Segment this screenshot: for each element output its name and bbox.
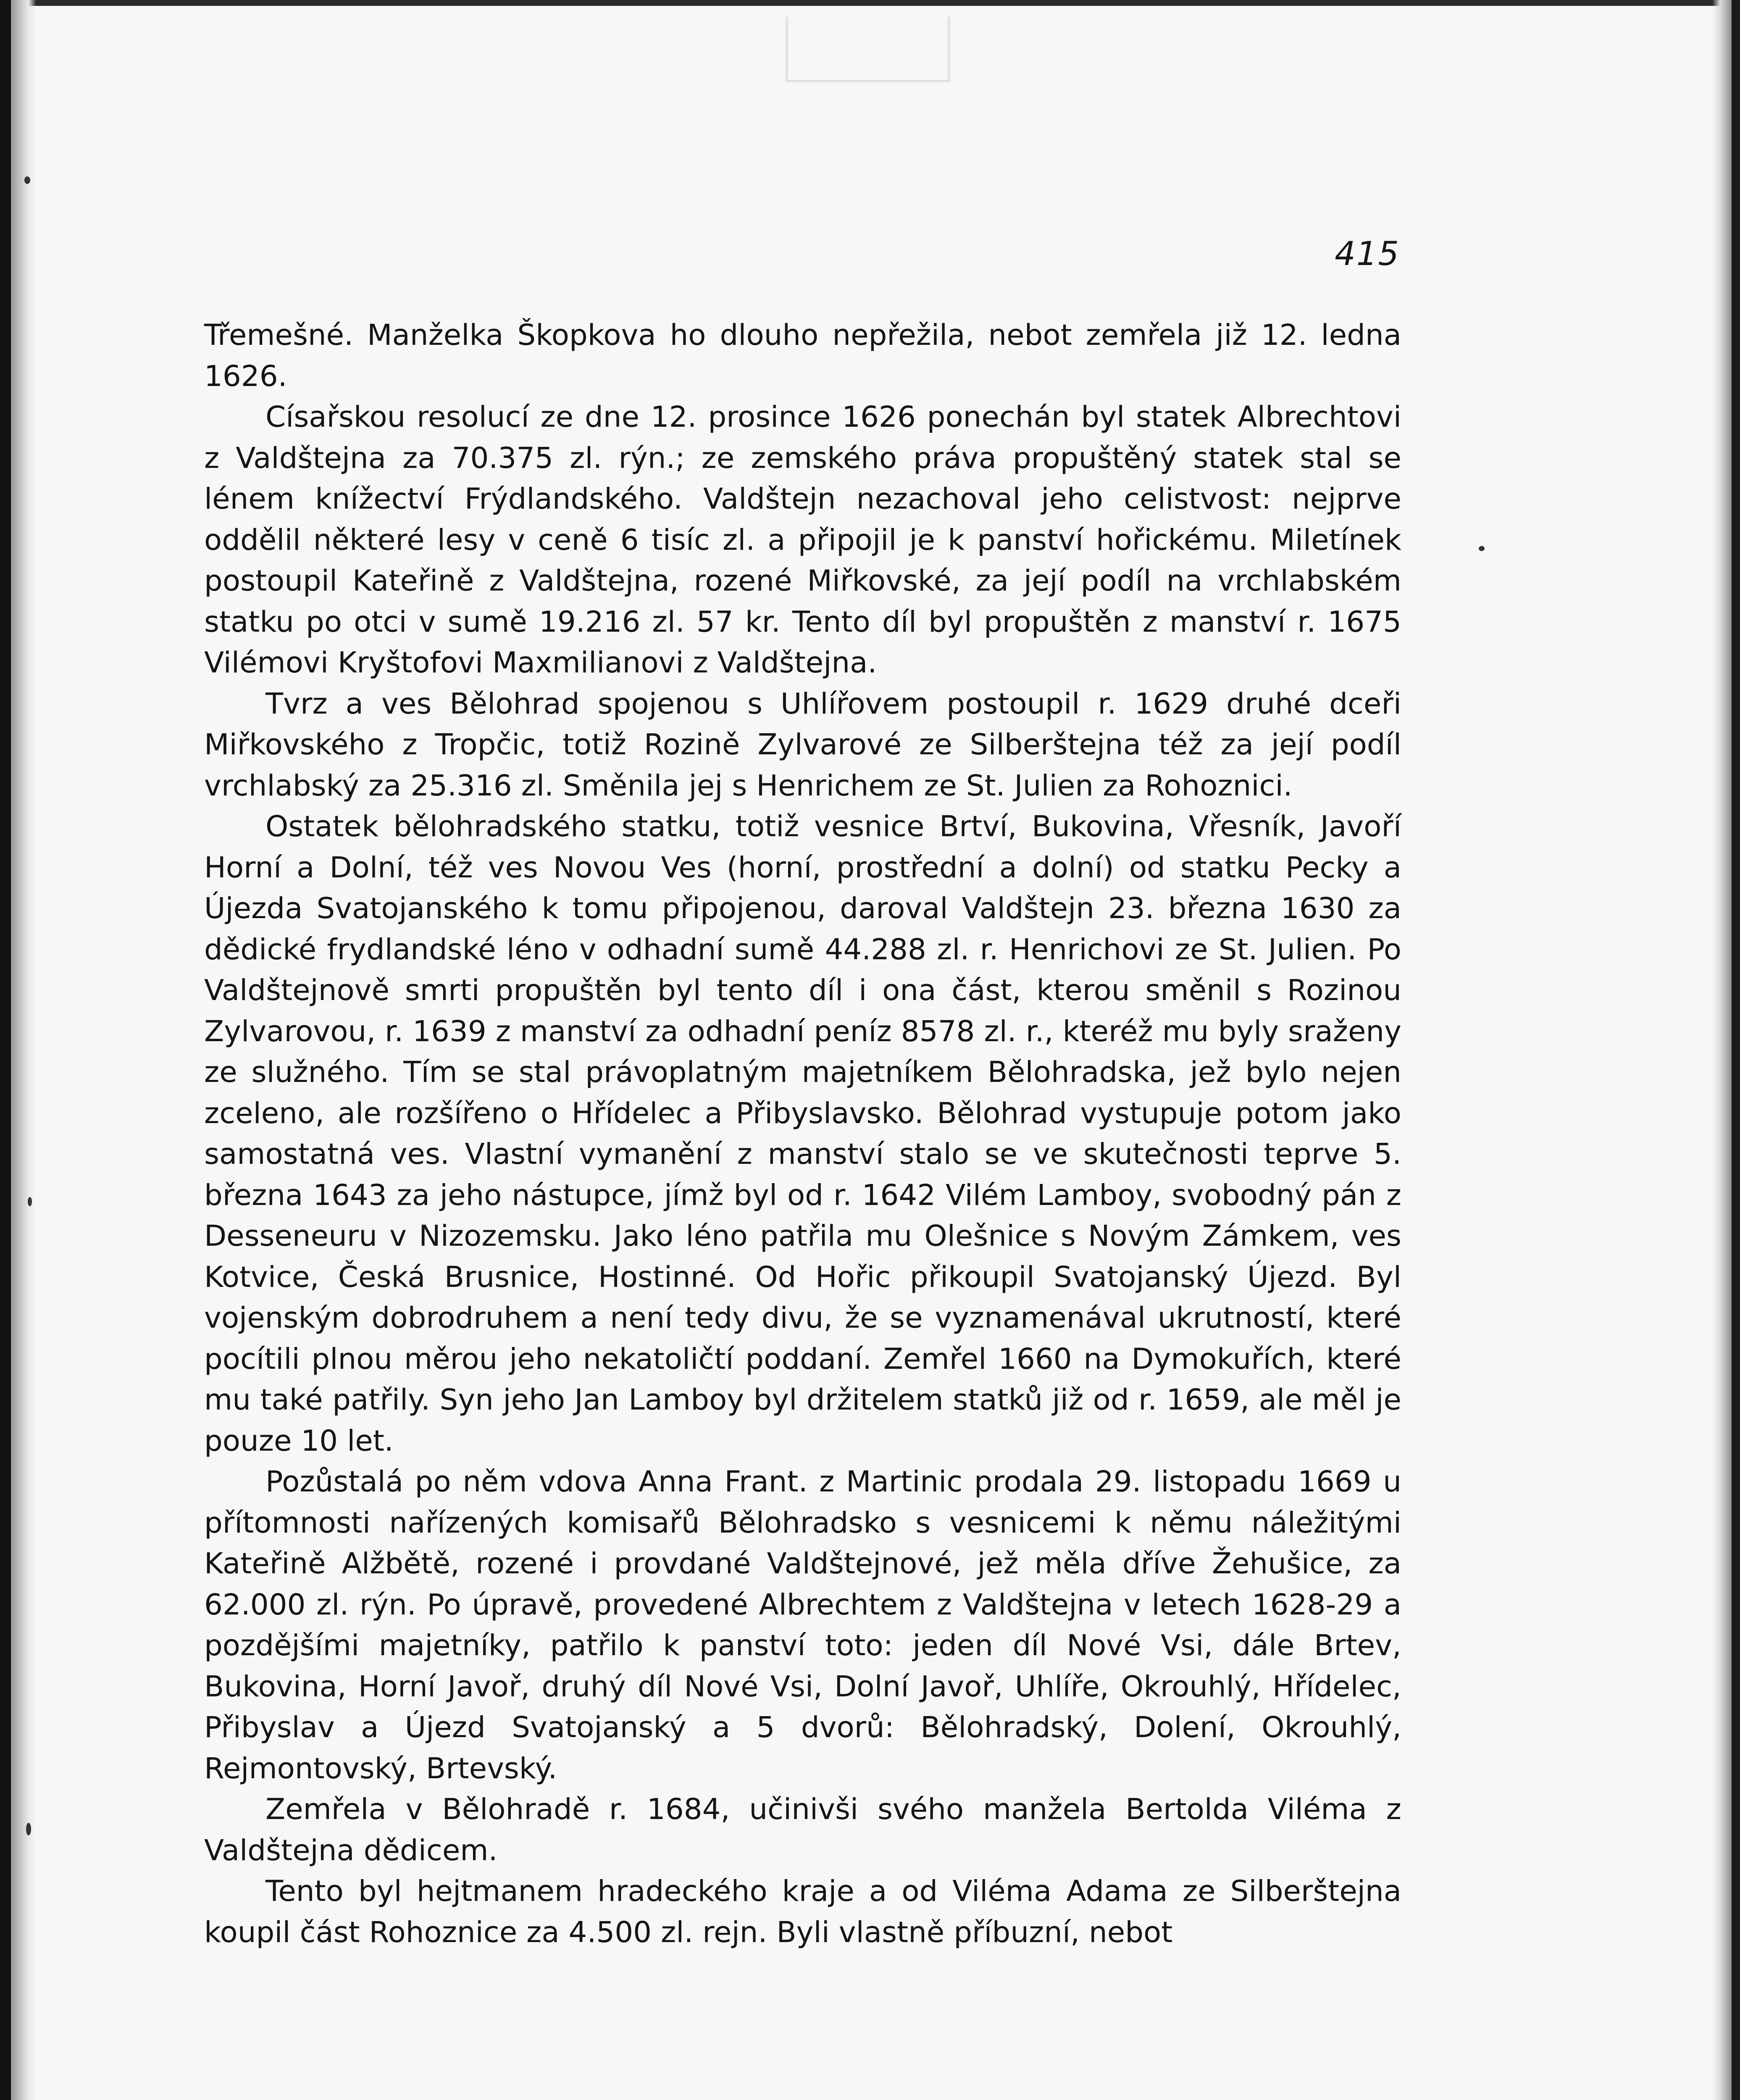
paragraph: Pozůstalá po něm vdova Anna Frant. z Martinic prodala 29. listopadu 1669 u přítomnosti nařízených komisařů Bělohradsko s vesnicemi k němu náležitými Kateřině Alžbětě, rozené i provdané Valdštejnové, jež měla dříve Žehušice, za 62.000 zl. rýn. Po úpravě, provedené Albrechtem z Valdštejna v letech 1628-29 a pozdějšími majetníky, patřilo k panství toto: jeden díl Nové Vsi, dále Brtev, Bukovina, Horní Javoř, druhý díl Nové Vsi, Dolní Javoř, Uhlíře, Okrouhlý, Hřídelec, Přibyslav a Újezd Svatojanský a 5 dvorů: Bělohradský, Dolení, Okrouhlý, Rejmontovský, Brtevský. [204, 1465, 1401, 1785]
ink-speck [26, 1823, 31, 1835]
paragraph: Ostatek bělohradského statku, totiž vesnice Brtví, Bukovina, Vřesník, Javoří Horní a Dolní, též ves Novou Ves (horní, prostřední a dolní) od statku Pecky a Újezda Svatojanského k tomu připojenou, daroval Valdštejn 23. března 1630 za dědické frydlandské léno v odhadní sumě 44.288 zl. r. Henrichovi ze St. Julien. Po Valdštejnově smrti propuštěn byl tento díl i ona část, kterou směnil s Rozinou Zylvarovou, r. 1639 z manství za odhadní peníz 8578 zl. r., kteréž mu byly sraženy ze služného. Tím se stal právoplatným majetníkem Bělohradska, jež bylo nejen zceleno, ale rozšířeno o Hřídelec a Přibyslavsko. Bělohrad vystupuje potom jako samostatná ves. Vlastní vymanění z manství stalo se ve skutečnosti teprve 5. března 1643 za jeho nástupce, jímž byl od r. 1642 Vilém Lamboy, svobodný pán z Desseneuru v Nizozemsku. Jako léno patřila mu Olešnice s Novým Zámkem, ves Kotvice, Česká Brusnice, Hostinné. Od Hořic přikoupil Svatojanský Újezd. Byl vojenským dobrodruhem a není tedy divu, že se vyznamenával ukrutností, které pocítili plnou měrou jeho nekatoličtí poddaní. Zemřel 1660 na Dymokuřích, které mu také patřily. Syn jeho Jan Lamboy byl držitelem statků již od r. 1659, ale měl je pouze 10 let. [204, 810, 1401, 1458]
ink-speck [28, 1197, 32, 1206]
ink-speck [1479, 546, 1485, 551]
scan-left-border [0, 0, 11, 2100]
page-number: 415 [1335, 235, 1400, 273]
page-edge-shadow [1712, 0, 1732, 2100]
paragraph: Tento byl hejtmanem hradeckého kraje a od Viléma Adama ze Silberštejna koupil část Rohoznice za 4.500 zl. rejn. Byli vlastně příbuzní, nebot [204, 1874, 1401, 1949]
ink-speck [24, 176, 30, 184]
paragraph: Zemřela v Bělohradě r. 1684, učinivši svého manžela Bertolda Viléma z Valdštejna dědicem. [204, 1793, 1401, 1867]
scan-right-border [1732, 0, 1740, 2100]
binding-shadow [11, 0, 36, 2100]
paragraph: Tvrz a ves Bělohrad spojenou s Uhlířovem postoupil r. 1629 druhé dceři Miřkovského z Tropčic, totiž Rozině Zylvarové ze Silberštejna též za její podíl vrchlabský za 25.316 zl. Směnila jej s Henrichem ze St. Julien za Rohoznici. [204, 687, 1401, 803]
paragraph: Císařskou resolucí ze dne 12. prosince 1626 ponechán byl statek Albrechtovi z Valdštejna za 70.375 zl. rýn.; ze zemského práva propuštěný statek stal se lénem knížectví Frýdlandského. Valdštejn nezachoval jeho celistvost: nejprve oddělil některé lesy v ceně 6 tisíc zl. a připojil je k panství hořickému. Miletínek postoupil Kateřině z Valdštejna, rozené Miřkovské, za její podíl na vrchlabském statku po otci v sumě 19.216 zl. 57 kr. Tento díl byl propuštěn z manství r. 1675 Vilémovi Kryštofovi Maxmilianovi z Valdštejna. [204, 400, 1401, 680]
paragraph: Třemešné. Manželka Škopkova ho dlouho nepřežila, nebot zemřela již 12. ledna 1626. [204, 318, 1401, 393]
faint-stamp-mark [786, 17, 950, 82]
body-text [204, 315, 1401, 1953]
scan-top-border [0, 0, 1740, 6]
